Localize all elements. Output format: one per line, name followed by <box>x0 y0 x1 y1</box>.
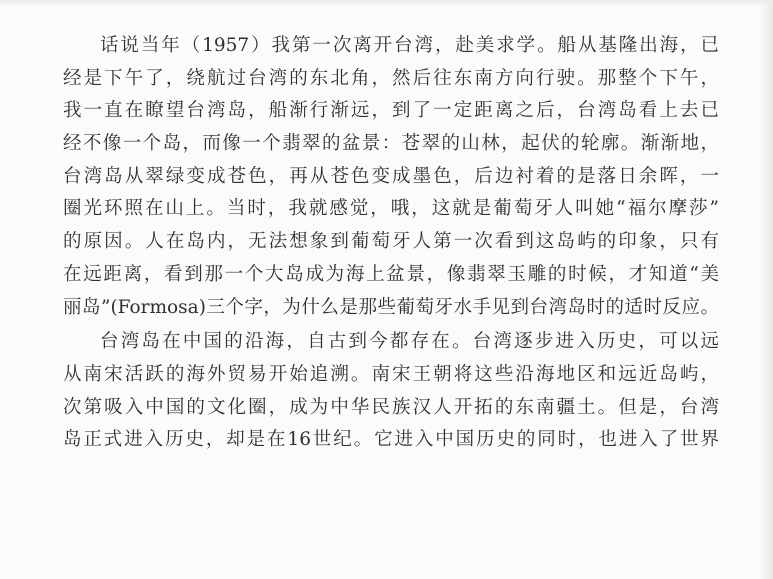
text-line: 经是下午了，绕航过台湾的东北角，然后往东南方向行驶。那整个下午， <box>63 67 719 89</box>
text-line: 我一直在瞭望台湾岛，船渐行渐远，到了一定距离之后，台湾岛看上去已 <box>63 100 719 122</box>
text-line: 台湾岛从翠绿变成苍色，再从苍色变成墨色，后边衬着的是落日余晖，一 <box>63 165 719 187</box>
page-right-edge <box>759 0 773 579</box>
text-line: 在远距离，看到那一个大岛成为海上盆景，像翡翠玉雕的时候，才知道“美 <box>63 263 719 285</box>
paragraph-1 <box>63 30 719 324</box>
text-line: 的原因。人在岛内，无法想象到葡萄牙人第一次看到这岛屿的印象，只有 <box>63 231 719 253</box>
text-line: 话说当年（1957）我第一次离开台湾，赴美求学。船从基隆出海，已 <box>100 35 719 56</box>
body-text <box>63 30 719 457</box>
text-line: 从南宋活跃的海外贸易开始追溯。南宋王朝将这些沿海地区和远近岛屿， <box>63 363 719 385</box>
text-line: 丽岛”(Formosa)三个字，为什么是那些葡萄牙水手见到台湾岛时的适时反应。 <box>63 296 719 318</box>
page-top-edge <box>0 0 773 6</box>
text-line: 经不像一个岛，而像一个翡翠的盆景：苍翠的山林，起伏的轮廓。渐渐地， <box>63 133 719 155</box>
text-line: 圈光环照在山上。当时，我就感觉，哦，这就是葡萄牙人叫她“福尔摩莎” <box>63 198 719 220</box>
text-line: 岛正式进入历史，却是在16世纪。它进入中国历史的同时，也进入了世界 <box>63 429 719 451</box>
text-line: 台湾岛在中国的沿海，自古到今都存在。台湾逐步进入历史，可以远 <box>100 331 719 353</box>
text-line: 次第吸入中国的文化圈，成为中华民族汉人开拓的东南疆土。但是，台湾 <box>63 396 719 418</box>
paragraph-2 <box>63 326 719 457</box>
